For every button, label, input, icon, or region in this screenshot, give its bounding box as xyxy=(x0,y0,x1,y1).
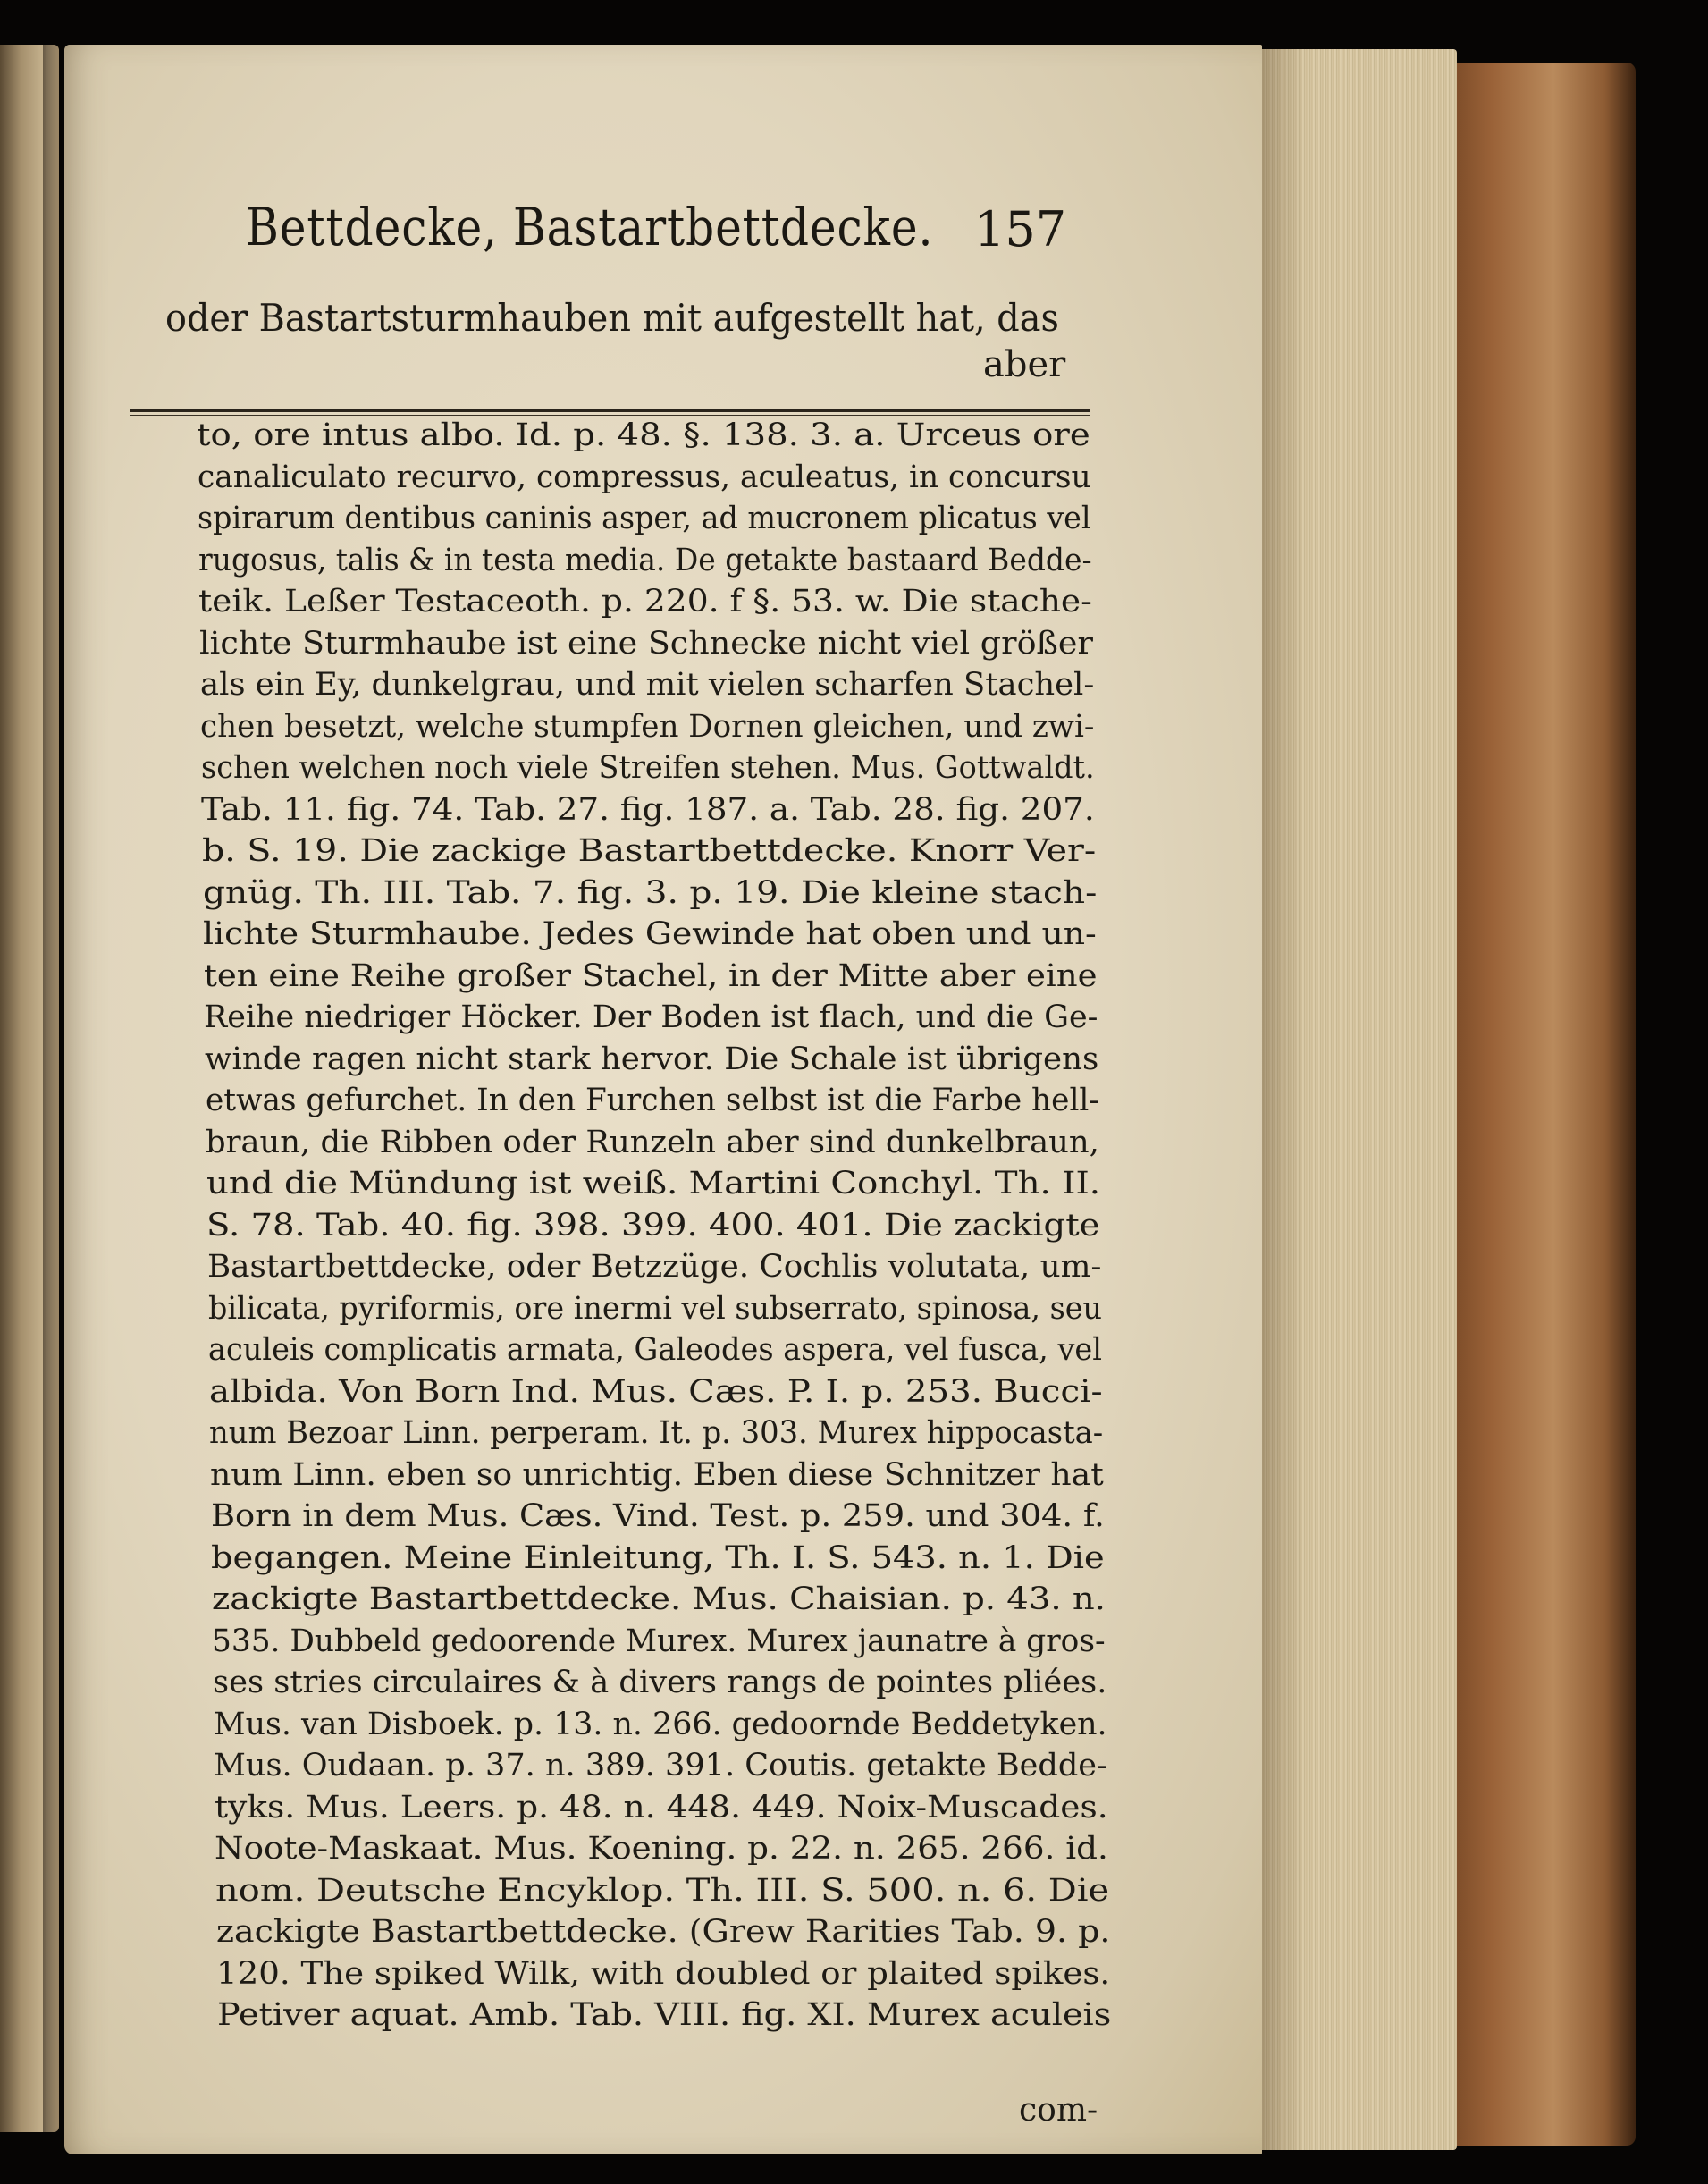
body-line: num Linn. eben so unrichtig. Eben diese Schnitzer hat xyxy=(210,1457,1104,1493)
body-line: ten eine Reihe großer Stachel, in der Mitte aber eine xyxy=(204,958,1098,994)
body-line: Bastartbettdecke, oder Betzzüge. Cochlis volutata, um- xyxy=(207,1249,1102,1285)
body-line: Mus. Oudaan. p. 37. n. 389. 391. Coutis. getakte Bedde- xyxy=(214,1748,1107,1783)
body-line: rugosus, talis & in testa media. De getakte bastaard Bedde- xyxy=(198,543,1092,578)
body-line: lichte Sturmhaube ist eine Schnecke nicht viel größer xyxy=(199,626,1093,662)
body-line: zackigte Bastartbettdecke. (Grew Rarities Tab. 9. p. xyxy=(216,1914,1111,1950)
body-line: Mus. van Disboek. p. 13. n. 266. gedoornde Beddetyken. xyxy=(214,1707,1107,1742)
separator-rule xyxy=(130,409,1090,412)
intro-catchword: aber xyxy=(983,344,1066,385)
body-line: zackigte Bastartbettdecke. Mus. Chaisian. p. 43. n. xyxy=(212,1581,1106,1617)
final-catchword: com- xyxy=(1019,2092,1098,2129)
body-line: ses stries circulaires & à divers rangs de pointes pliées. xyxy=(213,1665,1107,1700)
running-head: Bettdecke, Bastartbettdecke. xyxy=(246,197,934,257)
body-line: gnüg. Th. III. Tab. 7. fig. 3. p. 19. Die kleine stach- xyxy=(203,875,1098,911)
body-line: 120. The spiked Wilk, with doubled or plaited spikes. xyxy=(216,1956,1111,1992)
body-line: begangen. Meine Einleitung, Th. I. S. 543. n. 1. Die xyxy=(211,1540,1105,1576)
gutter-shadow xyxy=(43,45,59,2132)
body-line: winde ragen nicht stark hervor. Die Schale ist übrigens xyxy=(205,1041,1099,1077)
body-line: Tab. 11. fig. 74. Tab. 27. fig. 187. a. Tab. 28. fig. 207. xyxy=(201,792,1095,828)
body-line: und die Mündung ist weiß. Martini Conchyl. Th. II. xyxy=(206,1166,1101,1202)
body-line: braun, die Ribben oder Runzeln aber sind dunkelbraun, xyxy=(206,1125,1099,1160)
body-line: num Bezoar Linn. perperam. It. p. 303. Murex hippocasta- xyxy=(209,1415,1104,1451)
body-line: spirarum dentibus caninis asper, ad mucronem plicatus vel xyxy=(198,501,1091,536)
body-line: nom. Deutsche Encyklop. Th. III. S. 500. n. 6. Die xyxy=(215,1873,1110,1909)
body-line: bilicata, pyriformis, ore inermi vel subserrato, spinosa, seu xyxy=(208,1291,1102,1327)
left-page-edge xyxy=(0,45,59,2132)
body-line: Petiver aquat. Amb. Tab. VIII. fig. XI. Murex aculeis xyxy=(217,1997,1112,2033)
body-line: teik. Leßer Testaceoth. p. 220. f §. 53. w. Die stache- xyxy=(198,584,1092,620)
intro-line: oder Bastartsturmhauben mit aufgestellt hat, das xyxy=(165,296,1059,340)
body-line: lichte Sturmhaube. Jedes Gewinde hat oben und un- xyxy=(203,916,1097,952)
book-cover xyxy=(1430,63,1636,2146)
body-line: chen besetzt, welche stumpfen Dornen gleichen, und zwi- xyxy=(200,709,1095,745)
body-line: Born in dem Mus. Cæs. Vind. Test. p. 259. und 304. f. xyxy=(211,1498,1105,1534)
body-line: tyks. Mus. Leers. p. 48. n. 448. 449. Noix-Muscades. xyxy=(215,1790,1108,1826)
body-line: aculeis complicatis armata, Galeodes aspera, vel fusca, vel xyxy=(208,1332,1102,1368)
body-line: schen welchen noch viele Streifen stehen. Mus. Gottwaldt. xyxy=(201,750,1095,786)
separator-rule-thin xyxy=(130,415,1090,416)
body-line: Noote-Maskaat. Mus. Koening. p. 22. n. 265. 266. id. xyxy=(215,1831,1108,1867)
body-line: als ein Ey, dunkelgrau, und mit vielen scharfen Stachel- xyxy=(200,667,1095,703)
body-line: etwas gefurchet. In den Furchen selbst ist die Farbe hell- xyxy=(206,1083,1099,1118)
body-line: canaliculato recurvo, compressus, aculeatus, in concursu xyxy=(198,460,1091,495)
body-line: 535. Dubbeld gedoorende Murex. Murex jaunatre à gros- xyxy=(212,1623,1106,1659)
page-number: 157 xyxy=(974,201,1067,257)
body-line: albida. Von Born Ind. Mus. Cæs. P. I. p. 253. Bucci- xyxy=(209,1374,1103,1410)
body-line: Reihe niedriger Höcker. Der Boden ist flach, und die Ge- xyxy=(204,999,1098,1035)
body-line: to, ore intus albo. Id. p. 48. §. 138. 3. a. Urceus ore xyxy=(197,417,1090,453)
body-line: S. 78. Tab. 40. fig. 398. 399. 400. 401. Die zackigte xyxy=(206,1208,1100,1244)
body-line: b. S. 19. Die zackige Bastartbettdecke. Knorr Ver- xyxy=(202,833,1097,869)
